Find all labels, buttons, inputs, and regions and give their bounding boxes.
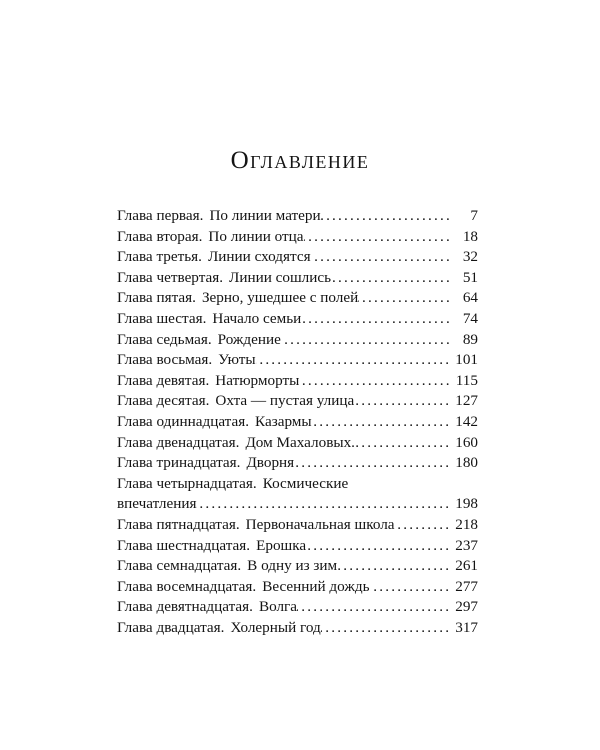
toc-entry [117, 350, 478, 371]
toc-entry [117, 268, 478, 289]
toc-chapter-title: Дом Махаловых. [245, 433, 355, 451]
toc-entry [117, 206, 478, 227]
toc-chapter-label: Глава восемнадцатая. [117, 577, 257, 595]
dot-leader [256, 350, 456, 371]
dot-leader [395, 515, 456, 536]
dot-leader [281, 330, 456, 351]
dot-leader [311, 247, 456, 268]
toc-chapter-title: Зерно, ушедшее с полей [201, 289, 359, 307]
toc-chapter-label: Глава седьмая. [117, 330, 212, 348]
toc-chapter-title-continued: впечатления [117, 495, 197, 513]
toc-chapter-label: Глава девятнадцатая. [117, 598, 253, 616]
toc-page-number: 7 [470, 207, 478, 224]
dot-leader [331, 268, 456, 289]
toc-entry [117, 412, 478, 433]
toc-entry [117, 309, 478, 330]
toc-chapter-title: Волга [258, 598, 298, 616]
toc-chapter-title: По линии отца [208, 227, 304, 245]
dot-leader [354, 391, 455, 412]
toc-page-number: 18 [462, 227, 478, 245]
toc-page-number: 32 [462, 248, 478, 266]
toc-chapter-title: Первоначальная школа [245, 515, 395, 533]
dot-leader [358, 288, 456, 309]
toc-chapter-label: Глава пятая. [117, 289, 196, 307]
toc-entry [117, 247, 478, 268]
toc-chapter-label: Глава двенадцатая. [117, 433, 240, 451]
toc-page-number: 237 [455, 536, 478, 554]
toc-entry [117, 556, 478, 577]
toc-chapter-title: Рождение [217, 330, 281, 348]
toc-page-number: 64 [462, 289, 478, 307]
dot-leader [294, 453, 455, 474]
toc-chapter-label: Глава четырнадцатая. [117, 474, 257, 492]
dot-leader [370, 577, 456, 598]
toc-page-number: 142 [455, 412, 478, 430]
dot-leader [337, 556, 455, 577]
toc-chapter-label: Глава десятая. [117, 392, 210, 410]
toc-chapter-label: Глава тринадцатая. [117, 454, 241, 472]
toc-chapter-title: В одну из зим [247, 557, 338, 575]
toc-page-number: 317 [455, 618, 478, 636]
toc-entry [117, 597, 478, 618]
toc-chapter-title: Линии сошлись [229, 268, 332, 286]
toc-chapter-label: Глава первая. [117, 207, 204, 224]
toc-entry [117, 453, 478, 474]
toc-page-number: 74 [462, 309, 478, 327]
dot-leader [355, 433, 455, 454]
toc-page-number: 51 [462, 268, 478, 286]
toc-page-number: 160 [455, 433, 478, 451]
toc-chapter-title: Весенний дождь [262, 577, 370, 595]
toc-entry [117, 391, 478, 412]
toc-chapter-label: Глава шестая. [117, 309, 207, 327]
toc-chapter-title: По линии матери [209, 207, 321, 224]
toc-page-number: 127 [455, 392, 478, 410]
toc-page-number: 218 [455, 515, 478, 533]
toc-entry [117, 371, 478, 392]
toc-chapter-title: Дворня [246, 454, 295, 472]
dot-leader [321, 618, 455, 639]
toc-chapter-title: Линии сходятся [207, 248, 311, 266]
toc-entry [117, 288, 478, 309]
toc-entry [117, 536, 478, 557]
dot-leader [301, 309, 456, 330]
dot-leader [304, 227, 456, 248]
toc-page-number: 115 [455, 371, 478, 389]
toc-page-number: 261 [455, 557, 478, 575]
dot-leader [196, 494, 455, 515]
toc-chapter-label: Глава девятая. [117, 371, 210, 389]
table-of-contents [117, 206, 478, 638]
toc-chapter-title: Холерный год [230, 618, 321, 636]
toc-entry [117, 515, 478, 536]
toc-chapter-title: Уюты [218, 351, 256, 369]
toc-entry [117, 433, 478, 454]
toc-page-number: 198 [455, 495, 478, 513]
toc-page-number: 180 [455, 454, 478, 472]
toc-chapter-label: Глава шестнадцатая. [117, 536, 251, 554]
toc-chapter-label: Глава четвертая. [117, 268, 224, 286]
toc-chapter-label: Глава одиннадцатая. [117, 412, 250, 430]
toc-chapter-label: Глава вторая. [117, 227, 203, 245]
toc-entry [117, 618, 478, 639]
toc-entry [117, 577, 478, 598]
toc-page-number: 297 [455, 598, 478, 616]
dot-leader [312, 412, 456, 433]
toc-page-number: 277 [455, 577, 478, 595]
dot-leader [297, 597, 455, 618]
toc-chapter-title: Ерошка [256, 536, 307, 554]
toc-chapter-title: Начало семьи [212, 309, 302, 327]
dot-leader [299, 371, 455, 392]
toc-chapter-label: Глава пятнадцатая. [117, 515, 240, 533]
dot-leader [321, 206, 456, 227]
toc-entry [117, 330, 478, 351]
toc-chapter-title: Охта — пустая улица [215, 392, 355, 410]
toc-entry [117, 474, 478, 515]
toc-entry [117, 227, 478, 248]
toc-chapter-label: Глава третья. [117, 248, 202, 266]
toc-chapter-label: Глава восьмая. [117, 351, 213, 369]
toc-chapter-title: Космические [262, 474, 349, 492]
toc-chapter-title: Казармы [255, 412, 312, 430]
toc-chapter-title: Натюрморты [215, 371, 300, 389]
page-title: Оглавление [230, 147, 370, 174]
dot-leader [306, 536, 455, 557]
toc-page-number: 101 [455, 351, 478, 369]
toc-chapter-label: Глава семнадцатая. [117, 557, 242, 575]
toc-page-number: 89 [462, 330, 478, 348]
toc-chapter-label: Глава двадцатая. [117, 618, 225, 636]
